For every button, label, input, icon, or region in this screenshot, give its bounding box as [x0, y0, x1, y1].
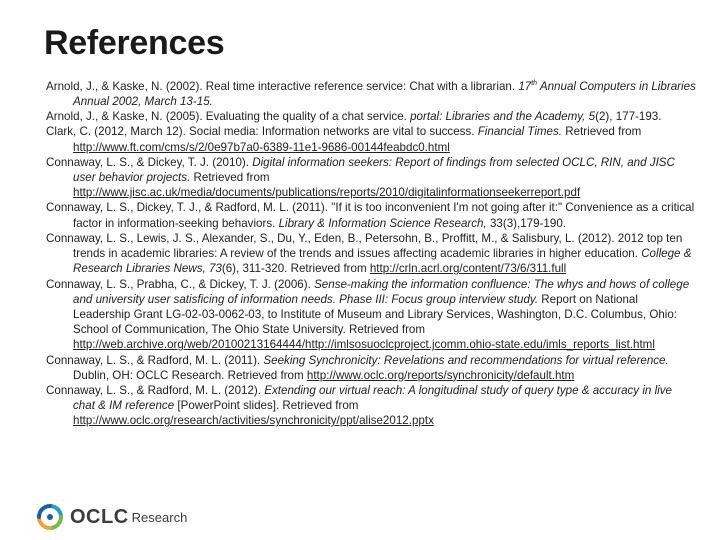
reference-text: Dublin, OH: OCLC Research. Retrieved from: [73, 368, 307, 382]
reference-italic-text: Library & Information Science Research,: [278, 216, 487, 230]
reference-entry: [46, 109, 696, 124]
oclc-globe-icon: [36, 503, 64, 531]
reference-text: Connaway, L. S., Lewis, J. S., Alexander, S., Du, Y., Eden, B., Petersohn, B., Proffitt, M., & Salisbury, L. (2012). 2012 top ten trends in academic libraries: A review of the trends and issues affecting academic libraries in higher education.: [46, 231, 683, 261]
reference-link[interactable]: http://crln.acrl.org/content/73/6/311.full: [369, 262, 567, 276]
reference-text: (6), 311-320. Retrieved from: [221, 262, 370, 276]
reference-italic-text: th: [531, 80, 538, 87]
reference-text: Clark, C. (2012, March 12). Social media: Information networks are vital to success.: [46, 125, 478, 139]
reference-entry: [46, 383, 696, 429]
reference-italic-text: Extending our virtual reach: A longitudinal study of query type & accuracy in live chat & IM reference: [73, 383, 672, 413]
reference-italic-text: 17: [518, 79, 532, 93]
reference-italic-text: 5: [588, 110, 596, 124]
reference-link[interactable]: http://www.jisc.ac.uk/media/documents/publications/reports/2010/digitalinformationseekerreport.pdf: [73, 186, 581, 200]
reference-text: Arnold, J., & Kaske, N. (2005). Evaluating the quality of a chat service.: [46, 110, 411, 124]
reference-text: Connaway, L. S., & Radford, M. L. (2011).: [46, 353, 264, 367]
reference-entry: [46, 155, 696, 201]
reference-text: Connaway, L. S., & Radford, M. L. (2012).: [46, 383, 265, 397]
reference-italic-text: Financial Times.: [477, 125, 563, 139]
reference-entry: [46, 231, 696, 277]
reference-entry: [46, 200, 696, 230]
reference-text: Retrieved from: [562, 125, 642, 139]
slide-title: References: [44, 24, 225, 62]
reference-link[interactable]: http://www.ft.com/cms/s/2/0e97b7a0-6389-11e1-9686-00144feabdc0.html: [73, 140, 450, 154]
reference-text: [PowerPoint slides]. Retrieved from: [174, 399, 359, 413]
reference-italic-text: Seeking Synchronicity: Revelations and recommendations for virtual reference.: [263, 353, 669, 367]
logo-subtitle: Research: [131, 509, 188, 525]
reference-text: Connaway, L. S., Dickey, T. J., & Radford, M. L. (2011). "If it is too inconvenient I'm not going after it:" Convenience as a critical factor in information-seeking behaviors.: [46, 201, 695, 230]
reference-entry: [46, 277, 696, 353]
reference-text: 33(3),179-190.: [486, 216, 566, 230]
reference-text: Connaway, L. S., Prabha, C., & Dickey, T. J. (2006).: [46, 277, 315, 291]
reference-italic-text: Digital information seekers: Report of findings from selected OCLC, RIN, and JISC user behavior projects.: [73, 155, 675, 185]
reference-entry: [46, 353, 696, 383]
reference-text: (2), 177-193.: [595, 110, 662, 124]
reference-entry: [46, 124, 696, 154]
reference-entry: [46, 76, 696, 109]
reference-text: Connaway, L. S., & Dickey, T. J. (2010).: [46, 155, 253, 169]
reference-italic-text: portal: Libraries and the Academy,: [410, 110, 586, 124]
reference-list: [46, 76, 696, 429]
reference-text: Retrieved from: [190, 171, 270, 185]
reference-italic-text: College & Research Libraries News, 73: [73, 247, 692, 276]
logo-wordmark: OCLC: [70, 505, 129, 528]
reference-text: Report on National Leadership Grant LG-02-03-0062-03, to Institute of Museum and Library Services, Washington, D.C. Columbus, Ohio: School of Communication, The Ohio State University. Retrieved from: [73, 292, 678, 337]
reference-italic-text: Annual Computers in Libraries Annual 2002, March 13-15.: [73, 79, 696, 109]
reference-link[interactable]: http://www.oclc.org/research/activities/synchronicity/ppt/alise2012.pptx: [73, 414, 434, 428]
reference-link[interactable]: http://www.oclc.org/reports/synchronicity/default.htm: [306, 368, 575, 382]
reference-italic-text: Sense-making the information confluence: The whys and hows of college and university user satisficing of information needs. Phase III: Focus group interview study.: [73, 277, 690, 306]
reference-text: Arnold, J., & Kaske, N. (2002). Real time interactive reference service: Chat with a librarian.: [46, 79, 519, 93]
oclc-research-logo: [36, 500, 187, 534]
reference-link[interactable]: http://web.archive.org/web/20100213164444/http://imlsosuoclcproject.jcomm.ohio-state.edu/imls_reports_list.html: [73, 338, 655, 352]
